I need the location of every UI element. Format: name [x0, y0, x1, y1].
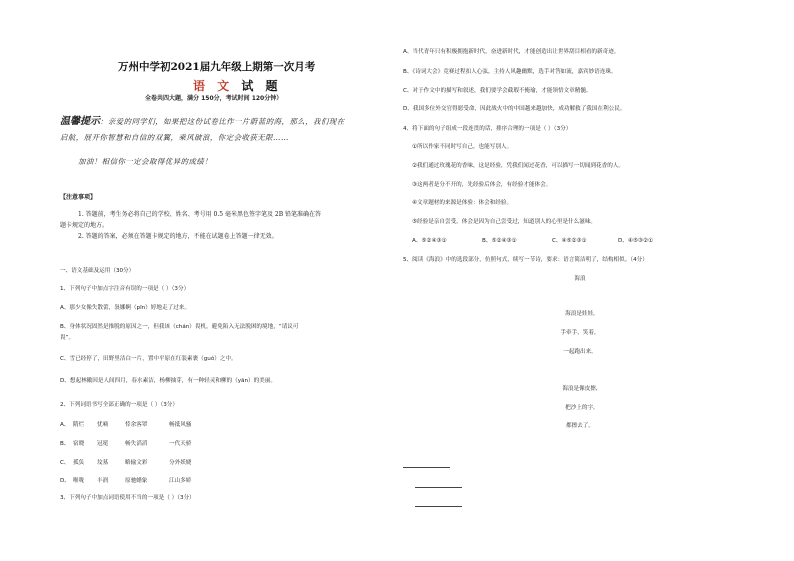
q2-word: 畅失滔滔 — [125, 441, 148, 447]
q4-sentence-2: ②我们通过玫瑰花的香味，这是经验，凭我们闻过花香，可以描写一切闻到花香的人。 — [412, 163, 624, 169]
q2-option-c — [60, 460, 192, 467]
q2-word: 宿晓 — [73, 441, 85, 447]
q2-stem: 2、下列词语书写全部正确的一项是（ ）（3分） — [60, 402, 178, 408]
q1-option-a: A、那少女像失散蕾，袅娜婀（pīn）婷地走了过来。 — [60, 305, 190, 311]
q4-option-letter: B、 — [482, 238, 492, 244]
q2-word: 江山多娇 — [169, 478, 192, 484]
q4-option-c — [552, 238, 587, 245]
q2-word: 分外妖娆 — [169, 460, 192, 466]
q2-word: 隋烂 — [73, 422, 85, 428]
q4-sentence-5: ⑤经验是亲自尝受，体会是因为自己尝受过，知道别人的心里是什么滋味。 — [412, 219, 597, 225]
q2-word: 坟墓 — [97, 460, 109, 466]
q2-option-letter: A、 — [60, 422, 70, 428]
poem-title: 海浪 — [574, 276, 586, 282]
notes-item1-b: 题卡规定的地方。 — [60, 222, 109, 229]
answer-line[interactable] — [415, 506, 462, 507]
q4-option-letter: D、 — [618, 238, 628, 244]
q2-word: 原驰蜡象 — [125, 478, 148, 484]
q4-option-text: ④⑤③②① — [627, 238, 653, 244]
q3-stem: 3、下列句子中加点词语使用不当的一项是（ ）（3分） — [60, 495, 195, 501]
q1-option-c: C、雪已经停了，田野里洁白一片，置中平原在红装素裹（guǒ）之中。 — [60, 356, 237, 362]
q2-word: 喉咙 — [73, 478, 85, 484]
q4-option-letter: C、 — [552, 238, 562, 244]
q3-option-b: B、《诗词大会》竞赛过程扣人心弦，主持人风趣幽默，选手对答如流，嘉宾妙语连珠。 — [403, 69, 617, 75]
q2-word: 冠冕 — [97, 441, 109, 447]
poem-line: 一起跑出来。 — [563, 349, 597, 355]
q2-word: 一代天骄 — [169, 441, 192, 447]
poem-line: 海浪是娃娃, — [565, 311, 595, 317]
notes-item2: 2. 答题的答案，必须在答题卡规定的地方，不能在试题卷上答题一律无效。 — [78, 233, 278, 240]
warm-tip-cheer: 加油！相信你一定会取得优异的成绩！ — [78, 157, 213, 166]
answer-line[interactable] — [415, 487, 462, 488]
section1-heading: 一、语文基础及运用（30分） — [60, 268, 135, 274]
notes-item1-a: 1. 答题前，考生务必将自己的学校、姓名、考号用 0.5 毫米黑色签字笔及 2B 铅笔准确在答 — [78, 211, 322, 218]
q2-word: 畅抵风骚 — [169, 422, 192, 428]
warm-tip-text1: ：亲爱的同学们，如果把这份试卷比作一片蔚蓝的海，那么，我们现在 — [100, 117, 345, 126]
q4-sentence-3: ③这两者是分不开的，先经验后体会，有经验才能体会。 — [412, 182, 552, 188]
q2-word: 丰润 — [97, 478, 109, 484]
poem-line: 海浪是像皮擦, — [562, 386, 598, 392]
q2-option-a — [60, 422, 192, 429]
exam-title: 万州中学初2021届九年级上期第一次月考 — [118, 61, 316, 73]
q2-option-letter: D、 — [60, 478, 70, 484]
q4-option-letter: A、 — [412, 238, 422, 244]
q3-option-c: C、对于作文中的描写和叙述，我们要学会截瑕不掩瑜，才能领悟文章精髓。 — [403, 88, 592, 94]
q4-sentence-4: ④文章题材的来源是体验：体会和经验。 — [412, 200, 513, 206]
q2-option-d — [60, 478, 192, 485]
answer-line[interactable] — [403, 467, 450, 468]
q4-option-d — [618, 238, 653, 245]
q1-option-b-line1: B、身体状况固然是推脱的原因之一，但我该（chán）畏机，避免陷入无法脱困的境地，“请议可 — [60, 324, 299, 330]
q1-option-d: D、想起林徽因是人间四月，春水素洁，杨柳抽芽，有一种轻灵和柳的（yān）的美丽。 — [60, 378, 276, 384]
q4-option-text: ⑤②④③① — [491, 238, 517, 244]
q2-word: 孤负 — [73, 460, 85, 466]
notes-heading: 【注意事项】 — [60, 194, 97, 201]
q3-option-a: A、当代青年只有积极拥抱新时代，奋进新时代，才能创造出让世界刮目相看的新奇迹。 — [403, 49, 620, 55]
warm-tip-line1 — [60, 109, 345, 128]
q2-option-b — [60, 441, 192, 448]
q2-option-letter: B、 — [60, 441, 70, 447]
poem-line: 都擦去了。 — [566, 423, 594, 429]
subject-suffix: 试 题 — [241, 79, 282, 93]
q4-stem: 4、将下面的句子组成一段连贯的话，排序合理的一项是（ ）（3分） — [403, 126, 572, 132]
poem-line: 把沙上的字, — [565, 405, 595, 411]
poem-line: 手牵手，笑着， — [560, 330, 600, 336]
exam-info: 全卷共四大题，满分 150分，考试时间 120分钟） — [145, 95, 283, 102]
q4-option-a — [412, 238, 447, 245]
q2-word: 略输文彩 — [125, 460, 148, 466]
subject-title — [193, 77, 282, 94]
q4-option-text: ④⑤②③① — [561, 238, 587, 244]
q4-option-b — [482, 238, 517, 245]
q1-option-b-line2: 畏”。 — [60, 335, 75, 341]
q2-option-letter: C、 — [60, 460, 70, 466]
q2-word: 悻余客罩 — [125, 422, 148, 428]
q5-stem: 5、阅读《海浪》中的选段部分，仿照句式，续写一节诗，要求：语言简洁明了，结构相似。（4分） — [403, 257, 648, 263]
subject-name: 语 文 — [193, 79, 234, 93]
q1-stem: 1、下列句子中加点字注音有误的一项是（ ）（3分） — [60, 286, 190, 292]
q3-option-d: D、我国多位外交官得愿受命，因此战火中的中国越来越加快，成功解救了我国在利公民。 — [403, 106, 626, 112]
warm-tip-text2: 启航，展开你智慧和自信的双翼，乘风破浪，你定会收获无限…… — [60, 133, 289, 142]
q4-option-text: ⑤②④③① — [421, 238, 447, 244]
q4-sentence-1: ①所以作家不同时写自己，也能写别人。 — [412, 144, 513, 150]
warm-tip-label: 温馨提示 — [60, 116, 100, 127]
q2-word: 忧嘀 — [97, 422, 109, 428]
